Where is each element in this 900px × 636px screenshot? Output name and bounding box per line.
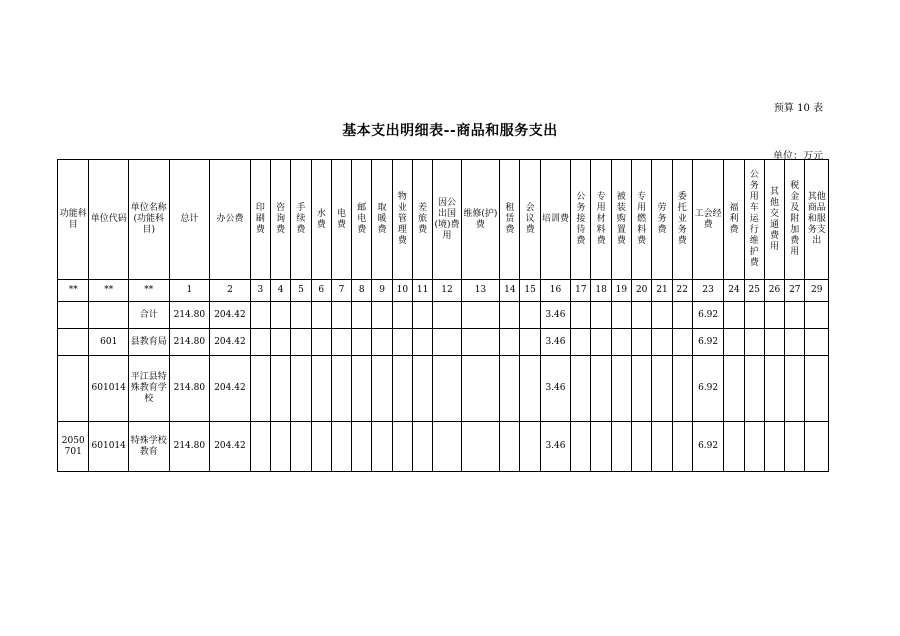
table-cell: [311, 422, 331, 472]
table-cell: [652, 356, 672, 422]
column-index: 24: [724, 280, 744, 302]
cell-training: 3.46: [540, 302, 570, 329]
table-cell: [764, 356, 784, 422]
page-title: 基本支出明细表--商品和服务支出: [342, 123, 558, 139]
column-header: 咨询费: [271, 160, 291, 280]
table-cell: [372, 302, 392, 329]
column-index: **: [129, 280, 170, 302]
column-index: 22: [672, 280, 692, 302]
table-cell: [461, 329, 500, 356]
column-index: 14: [500, 280, 520, 302]
table-cell: [672, 422, 692, 472]
table-cell: [785, 329, 805, 356]
column-index: 26: [764, 280, 784, 302]
table-cell: [652, 422, 672, 472]
table-cell: [744, 422, 764, 472]
table-cell: [652, 302, 672, 329]
column-header: 福利费: [724, 160, 744, 280]
column-index: 5: [291, 280, 311, 302]
table-cell: [611, 356, 631, 422]
header-row: [58, 160, 829, 280]
cell-total: 214.80: [169, 302, 210, 329]
column-header: 总计: [169, 160, 210, 280]
column-index: 15: [520, 280, 540, 302]
column-index: 25: [744, 280, 764, 302]
table-cell: [352, 329, 372, 356]
cell-code-func: [58, 356, 89, 422]
table-cell: [611, 329, 631, 356]
table-cell: [250, 422, 270, 472]
table-row: [58, 329, 829, 356]
cell-name: 平江县特殊教育学校: [129, 356, 170, 422]
cell-office: 204.42: [210, 422, 251, 472]
table-row: [58, 422, 829, 472]
expense-table: [57, 159, 829, 472]
table-cell: [331, 422, 351, 472]
cell-code-unit: 601014: [89, 422, 129, 472]
table-cell: [764, 329, 784, 356]
table-cell: [764, 302, 784, 329]
cell-union: 6.92: [692, 329, 723, 356]
cell-union: 6.92: [692, 422, 723, 472]
column-index: 1: [169, 280, 210, 302]
table-cell: [352, 302, 372, 329]
table-cell: [500, 356, 520, 422]
table-cell: [672, 329, 692, 356]
cell-training: 3.46: [540, 356, 570, 422]
cell-training: 3.46: [540, 422, 570, 472]
table-cell: [652, 329, 672, 356]
cell-name: 合计: [129, 302, 170, 329]
table-cell: [571, 302, 591, 329]
table-cell: [785, 422, 805, 472]
column-index: 23: [692, 280, 723, 302]
table-cell: [291, 422, 311, 472]
table-cell: [271, 302, 291, 329]
table-cell: [672, 302, 692, 329]
column-header: 维修(护)费: [461, 160, 500, 280]
table-cell: [744, 302, 764, 329]
column-index: 2: [210, 280, 251, 302]
table-cell: [744, 329, 764, 356]
table-cell: [392, 422, 412, 472]
table-cell: [611, 302, 631, 329]
cell-code-func: [58, 302, 89, 329]
table-cell: [591, 302, 611, 329]
table-cell: [500, 422, 520, 472]
table-cell: [461, 356, 500, 422]
table-cell: [805, 302, 829, 329]
column-header: 办公费: [210, 160, 251, 280]
table-cell: [591, 422, 611, 472]
table-cell: [412, 356, 432, 422]
column-header: 劳务费: [652, 160, 672, 280]
column-header: 功能科目: [58, 160, 89, 280]
table-cell: [571, 356, 591, 422]
column-index: 10: [392, 280, 412, 302]
column-header: 水费: [311, 160, 331, 280]
table-cell: [805, 422, 829, 472]
cell-name: 县教育局: [129, 329, 170, 356]
cell-code-func: [58, 329, 89, 356]
column-index: **: [58, 280, 89, 302]
table-cell: [372, 422, 392, 472]
column-header: 电费: [331, 160, 351, 280]
table-cell: [805, 356, 829, 422]
table-cell: [724, 302, 744, 329]
table-cell: [392, 329, 412, 356]
column-header: 物业管理费: [392, 160, 412, 280]
table-cell: [520, 422, 540, 472]
column-index: 3: [250, 280, 270, 302]
column-index: 16: [540, 280, 570, 302]
table-cell: [311, 329, 331, 356]
table-cell: [352, 356, 372, 422]
cell-office: 204.42: [210, 329, 251, 356]
table-cell: [372, 329, 392, 356]
table-cell: [785, 356, 805, 422]
column-header: 邮电费: [352, 160, 372, 280]
table-cell: [591, 329, 611, 356]
table-cell: [724, 356, 744, 422]
column-index: 19: [611, 280, 631, 302]
column-index: 13: [461, 280, 500, 302]
column-index: 11: [412, 280, 432, 302]
table-cell: [764, 422, 784, 472]
column-header: 会议费: [520, 160, 540, 280]
table-cell: [632, 302, 652, 329]
table-cell: [461, 302, 500, 329]
table-cell: [611, 422, 631, 472]
table-cell: [632, 422, 652, 472]
table-cell: [461, 422, 500, 472]
column-header: 印刷费: [250, 160, 270, 280]
column-header: 差旅费: [412, 160, 432, 280]
table-cell: [291, 356, 311, 422]
table-cell: [331, 329, 351, 356]
cell-code-unit: 601: [89, 329, 129, 356]
table-cell: [520, 329, 540, 356]
column-header: 被装购置费: [611, 160, 631, 280]
column-header: 单位名称(功能科目): [129, 160, 170, 280]
column-index: 8: [352, 280, 372, 302]
table-cell: [571, 422, 591, 472]
table-cell: [571, 329, 591, 356]
table-cell: [520, 302, 540, 329]
column-header: 委托业务费: [672, 160, 692, 280]
table-cell: [271, 329, 291, 356]
cell-union: 6.92: [692, 356, 723, 422]
column-header: 租赁费: [500, 160, 520, 280]
column-header: 手续费: [291, 160, 311, 280]
cell-office: 204.42: [210, 356, 251, 422]
column-header: 公务接待费: [571, 160, 591, 280]
table-cell: [632, 356, 652, 422]
column-header: 公务用车运行维护费: [744, 160, 764, 280]
column-index: 12: [433, 280, 461, 302]
table-cell: [724, 422, 744, 472]
cell-code-func: 2050701: [58, 422, 89, 472]
column-header: 单位代码: [89, 160, 129, 280]
table-cell: [433, 329, 461, 356]
form-number: 预算 10 表: [773, 103, 823, 114]
table-cell: [250, 356, 270, 422]
table-cell: [392, 356, 412, 422]
table-cell: [520, 356, 540, 422]
column-header: 其他交通费用: [764, 160, 784, 280]
table-cell: [291, 302, 311, 329]
column-index: 17: [571, 280, 591, 302]
cell-code-unit: [89, 302, 129, 329]
cell-total: 214.80: [169, 329, 210, 356]
table-cell: [724, 329, 744, 356]
cell-office: 204.42: [210, 302, 251, 329]
cell-total: 214.80: [169, 356, 210, 422]
column-index: 21: [652, 280, 672, 302]
table-cell: [392, 302, 412, 329]
column-index: 18: [591, 280, 611, 302]
column-index: **: [89, 280, 129, 302]
column-index: 7: [331, 280, 351, 302]
table-cell: [412, 302, 432, 329]
table-cell: [632, 329, 652, 356]
column-index: 6: [311, 280, 331, 302]
unit-label: 单位：万元: [773, 151, 823, 162]
table-cell: [291, 329, 311, 356]
cell-code-unit: 601014: [89, 356, 129, 422]
column-header: 税金及附加费用: [785, 160, 805, 280]
table-cell: [311, 302, 331, 329]
column-header: 其他商品和服务支出: [805, 160, 829, 280]
column-header: 因公出国(境)费用: [433, 160, 461, 280]
table-cell: [744, 356, 764, 422]
table-cell: [271, 422, 291, 472]
table-cell: [500, 329, 520, 356]
table-cell: [311, 356, 331, 422]
table-cell: [785, 302, 805, 329]
table-cell: [805, 329, 829, 356]
table-row: [58, 302, 829, 329]
column-header: 专用材料费: [591, 160, 611, 280]
table-cell: [412, 422, 432, 472]
table-cell: [591, 356, 611, 422]
table-cell: [250, 329, 270, 356]
column-header: 工会经费: [692, 160, 723, 280]
table-cell: [250, 302, 270, 329]
cell-total: 214.80: [169, 422, 210, 472]
cell-name: 特殊学校教育: [129, 422, 170, 472]
table-cell: [433, 302, 461, 329]
table-cell: [331, 302, 351, 329]
table-cell: [672, 356, 692, 422]
column-header: 取暖费: [372, 160, 392, 280]
column-header: 专用燃料费: [632, 160, 652, 280]
column-header: 培训费: [540, 160, 570, 280]
table-row: [58, 356, 829, 422]
cell-training: 3.46: [540, 329, 570, 356]
table-cell: [433, 422, 461, 472]
table-cell: [500, 302, 520, 329]
table-cell: [433, 356, 461, 422]
column-index: 27: [785, 280, 805, 302]
table-cell: [271, 356, 291, 422]
column-index: 9: [372, 280, 392, 302]
table-cell: [352, 422, 372, 472]
cell-union: 6.92: [692, 302, 723, 329]
column-index: 29: [805, 280, 829, 302]
table-cell: [372, 356, 392, 422]
index-row: [58, 280, 829, 302]
column-index: 20: [632, 280, 652, 302]
table-cell: [412, 329, 432, 356]
column-index: 4: [271, 280, 291, 302]
table-cell: [331, 356, 351, 422]
